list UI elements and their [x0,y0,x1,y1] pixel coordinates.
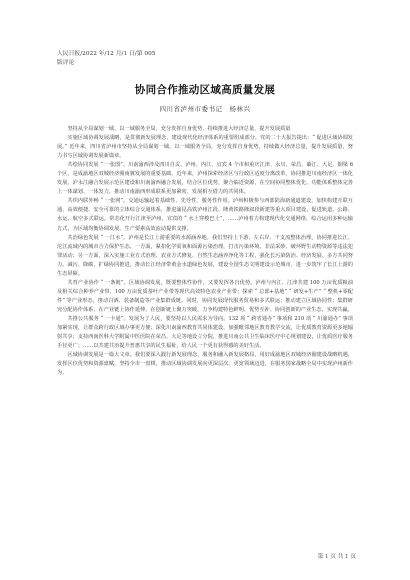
source-line: 人民日报/2022 年/12 月/1 日/第 005 [57,51,156,57]
article-paragraph: 共推公共服务 “ 一卡通”。发展为了人民，要坚持以人民需求为导向。132 项 “ 跨省通办” 事项和 210 项 “ 川渝通办” 事项加紧实现，让群众跨行政区域办事更方便；深化川南渝西教育共同体建设，加强毗邻地区教育教学交流，让优质教育资源更多地辐射共享；支持西南医科大学附属中医医院在荣昌、大足等地设立分院，推进川南公共卫生临床医疗中心规划建设，让优质医疗服务手径更广；……以共建共治提升普惠共享的民生福祉，给人民一个更有获得感的美好生活。 [57,315,353,350]
article-paragraph: 共绘协同发展 “ 一张图”。川南渝西涉及四川自贡、泸州、内江、宜宾 4 个市和重庆江津、永川、荣昌、綦江、大足、铜梁 6 个区，是成渝地区双城经济圈南翼发展的重要基础。近年来，泸州探索经济区与行政区适度分离改革，协同推进川南经济区一体化发展、泸永江融合发展示范区建设和川南渝西融合发展，结合区位优势，聚合临近资源，在空间协同整体优化、功能体系整体完善上一体谋划、一体发力，推动川南渝西形成联系更加紧密、发展相互借力的共同体。 [57,162,353,196]
page-number: 第 1 页 共 1 页 [317,554,356,560]
article-paragraph: 共治绿色发展 “ 一江水”。泸州是长江上游重要的水源涵养地。我们坚持上下游、左右岸、干支流整体治理，协同推进长江、沱江流域内的城市合力保护生态。一方面，紧扣化学需氧和面源污染治理，打击污染环境、非法采砂、破坏野生动物资源等违法犯罪活动；另一方面，深入实施工业方式治理、农业方式修复、自然生态涵养净化等工程，强化长污染防治、经济发展、多方共同努力，减污、降碳、扩绿协同推进，推动长江经济带黄金水道绿色发展，建设全国生态文明建设示范城市，进一步筑牢了长江上游的生态屏障。 [57,234,353,277]
article-paragraph: 实施区域协调发展战略，是贯彻新发展理念、建设现代化经济体系的重要组成部分。党的二十大报告提出：“ 促进区域协调发展。” 近年来，四川省泸州市坚持从全局谋划一域、以一域服务全局，充分发挥自身优势，持续做大经济总量，提升发展质量，努力书写区域协调发展新篇章。 [57,135,353,160]
article-byline: 四川省泸州市委书记 杨林兴 [159,105,251,113]
article-paragraph: 区域协调发展是一篇大文章。我们要深入践行新发展理念，服务和融入新发展格局，用好成渝地区双城经济圈建设战略机遇，发挥区位优势和资源禀赋，坚持全市一盘棋，推动区域协调发展向更深层次、更宽领域迈进，在服务国家战略全局中实现泸州新作为。 [57,352,353,377]
article-paragraph: 共织内联外畅 “ 一张网”。交通运输起着基础性、先导性、服务性作用。泸州积极参与西部陆海新通道建设，加快构建互联互通、高效便捷、安全可靠的立体综合交通体系，推进渝昆高铁泸州江段、隆黄铁路隆叙段新建等重大项目建设，促进轨道、公路、水运、航空多式联运。常态化开行江津至泸州、宜宾的 “ 水上穿梭巴士”，……泸州着力构建现代化交通网络，综合运用多种运输方式，为区域均衡协调发展、生产要素高效流动提供支撑。 [57,198,353,232]
article-paragraph: 坚持从全局谋划一域、以一域服务全局，充分发挥自身优势，持续推进大经济总量，提升发展质量 [67,126,291,132]
article-paragraph: 共育产业协作 “ 一条链”。区域协调发展，既要整体性协作，又要发挥各自优势。泸州与内江、江津共建 100 万亩优质粮油及相关综合种养产业带、100 万亩优质茶叶产业带等现代高效特色农业产业带；探索 “ 总部+基地” “ 研发+生产” “ 整机+零配件” 等产业形态，推动白酒、装备制造等产业集群成链。同时，协同发展现代服务贸易和多式联运；推动建立区域协同性；集群研究分配协作体系，在产业链上协作延伸，在创新链上聚力突破，力争构建特色鲜明、优势互补、协同创新的产业生态，实现共赢。 [57,279,353,313]
article-body [57,125,353,378]
article-title: 协同合作推动区域高质量发展 [134,84,276,96]
article-metadata [57,50,353,68]
section-label: 版评论 [57,60,75,66]
